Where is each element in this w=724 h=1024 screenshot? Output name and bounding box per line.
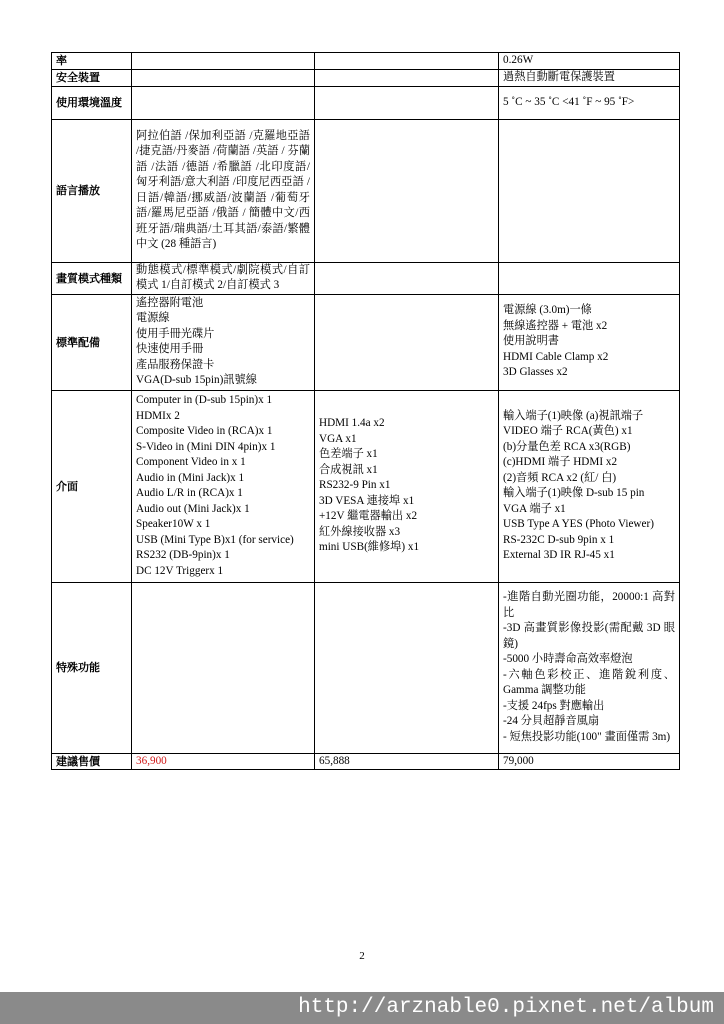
row-label: 語言播放 — [52, 119, 132, 262]
cell — [499, 119, 680, 262]
table-row — [52, 69, 680, 86]
languages-cell: 阿拉伯語 /保加利亞語 /克羅地亞語 /捷克語/丹麥語 /荷蘭語 /英語 / 芬蘭語 /法語 /德語 /希臘語 /北印度語/ 匈牙利語/意大利語 /印度尼西亞語 /日語/韓語/挪威語/波蘭語 /葡萄牙語/羅馬尼亞語 /俄語 / 簡體中文/西班牙語/瑞典語/土耳其語/泰語/繁體中文 (28 種語言) — [132, 119, 315, 262]
row-label: 畫質模式種類 — [52, 262, 132, 294]
price-cell: 79,000 — [499, 753, 680, 770]
cell — [132, 582, 315, 753]
table-row — [52, 53, 680, 70]
list-item: VIDEO 端子 RCA(黃色) x1 — [503, 425, 633, 437]
list-item: Computer in (D-sub 15pin)x 1 — [136, 394, 273, 406]
list-item: (2)音頻 RCA x2 (紅/ 白) — [503, 471, 617, 484]
page-number: 2 — [359, 950, 365, 962]
cell — [315, 86, 499, 119]
list-item: 快速使用手冊 — [136, 343, 204, 355]
cell — [315, 119, 499, 262]
row-label: 率 — [52, 53, 132, 70]
list-item: S-Video in (Mini DIN 4pin)x 1 — [136, 440, 276, 453]
table-row — [52, 86, 680, 119]
list-item: -支援 24fps 對應輸出 — [503, 699, 605, 712]
list-item: External 3D IR RJ-45 x1 — [503, 549, 615, 561]
list-item: USB (Mini Type B)x1 (for service) — [136, 533, 294, 546]
list-item: HDMI Cable Clamp x2 — [503, 350, 609, 363]
list-item: 無線遙控器 + 電池 x2 — [503, 319, 608, 332]
list-item: RS232-9 Pin x1 — [319, 479, 391, 492]
list-item: 使用手冊光碟片 — [136, 327, 215, 340]
price-cell: 65,888 — [315, 753, 499, 770]
table-row — [52, 582, 680, 753]
cell — [132, 53, 315, 70]
list-item: 色差端子 x1 — [319, 448, 378, 461]
cell — [315, 294, 499, 390]
features-cell — [499, 582, 680, 753]
list-item: (c)HDMI 端子 HDMI x2 — [503, 456, 618, 468]
list-item: 電源線 — [136, 312, 170, 324]
cell — [315, 69, 499, 86]
price-cell: 36,900 — [132, 753, 315, 770]
table-row — [52, 262, 680, 294]
list-item: - 短焦投影功能(100" 畫面僅需 3m) — [503, 730, 671, 743]
list-item: DC 12V Triggerx 1 — [136, 564, 224, 577]
table-row — [52, 119, 680, 262]
list-item: 輸入端子(1)映像 (a)視訊端子 — [503, 409, 644, 422]
list-item: -進階自動光圈功能，20000:1 高對比 — [503, 591, 675, 619]
cell — [315, 262, 499, 294]
row-label: 使用環境溫度 — [52, 86, 132, 119]
watermark-banner: http://arznable0.pixnet.net/album — [0, 992, 724, 1024]
list-item: -六軸色彩校正、進階銳利度、Gamma 調整功能 — [503, 668, 675, 696]
list-item: Audio L/R in (RCA)x 1 — [136, 487, 243, 499]
cell — [315, 582, 499, 753]
list-item: 電源線 (3.0m)一條 — [503, 304, 592, 317]
accessories-cell — [499, 294, 680, 390]
row-label: 標準配備 — [52, 294, 132, 390]
list-item: Audio in (Mini Jack)x 1 — [136, 471, 245, 484]
cell: 5 ˚C ~ 35 ˚C <41 ˚F ~ 95 ˚F> — [499, 86, 680, 119]
list-item: HDMIx 2 — [136, 409, 180, 422]
interface-cell — [315, 390, 499, 582]
cell — [132, 69, 315, 86]
list-item: -3D 高畫質影像投影(需配戴 3D 眼鏡) — [503, 622, 675, 650]
table-row — [52, 390, 680, 582]
list-item: VGA x1 — [319, 432, 357, 445]
cell — [499, 262, 680, 294]
list-item: -24 分貝超靜音風扇 — [503, 715, 600, 727]
list-item: 遙控器附電池 — [136, 296, 204, 309]
list-item: 3D VESA 連接埠 x1 — [319, 494, 415, 507]
list-item: mini USB(維修埠) x1 — [319, 541, 420, 554]
interface-cell — [499, 390, 680, 582]
interface-cell — [132, 390, 315, 582]
list-item: HDMI 1.4a x2 — [319, 417, 385, 430]
list-item: Component Video in x 1 — [136, 456, 246, 468]
list-item: USB Type A YES (Photo Viewer) — [503, 518, 654, 530]
list-item: -5000 小時壽命高效率燈泡 — [503, 653, 633, 665]
list-item: RS232 (DB-9pin)x 1 — [136, 549, 230, 561]
row-label: 特殊功能 — [52, 582, 132, 753]
row-label: 介面 — [52, 390, 132, 582]
accessories-cell — [132, 294, 315, 390]
cell: 過熱自動斷電保護裝置 — [499, 69, 680, 86]
picture-modes-cell: 動態模式/標準模式/劇院模式/自訂模式 1/自訂模式 2/自訂模式 3 — [132, 262, 315, 294]
cell — [315, 53, 499, 70]
cell: 0.26W — [499, 53, 680, 70]
table-row — [52, 294, 680, 390]
list-item: 使用說明書 — [503, 335, 559, 348]
table-row — [52, 753, 680, 770]
list-item: 合成視訊 x1 — [319, 463, 378, 476]
list-item: 紅外線接收器 x3 — [319, 525, 401, 538]
list-item: VGA 端子 x1 — [503, 502, 566, 515]
list-item: Speaker10W x 1 — [136, 518, 211, 530]
row-label: 安全裝置 — [52, 69, 132, 86]
row-label: 建議售價 — [52, 753, 132, 770]
list-item: +12V 繼電器輸出 x2 — [319, 510, 418, 523]
list-item: VGA(D-sub 15pin)訊號線 — [136, 374, 257, 386]
list-item: 3D Glasses x2 — [503, 366, 568, 379]
cell — [132, 86, 315, 119]
list-item: Composite Video in (RCA)x 1 — [136, 425, 273, 437]
list-item: 產品服務保證卡 — [136, 358, 215, 371]
list-item: (b)分量色差 RCA x3(RGB) — [503, 440, 631, 453]
spec-table — [51, 52, 680, 770]
list-item: Audio out (Mini Jack)x 1 — [136, 502, 250, 515]
list-item: RS-232C D-sub 9pin x 1 — [503, 533, 615, 546]
list-item: 輸入端子(1)映像 D-sub 15 pin — [503, 487, 645, 499]
